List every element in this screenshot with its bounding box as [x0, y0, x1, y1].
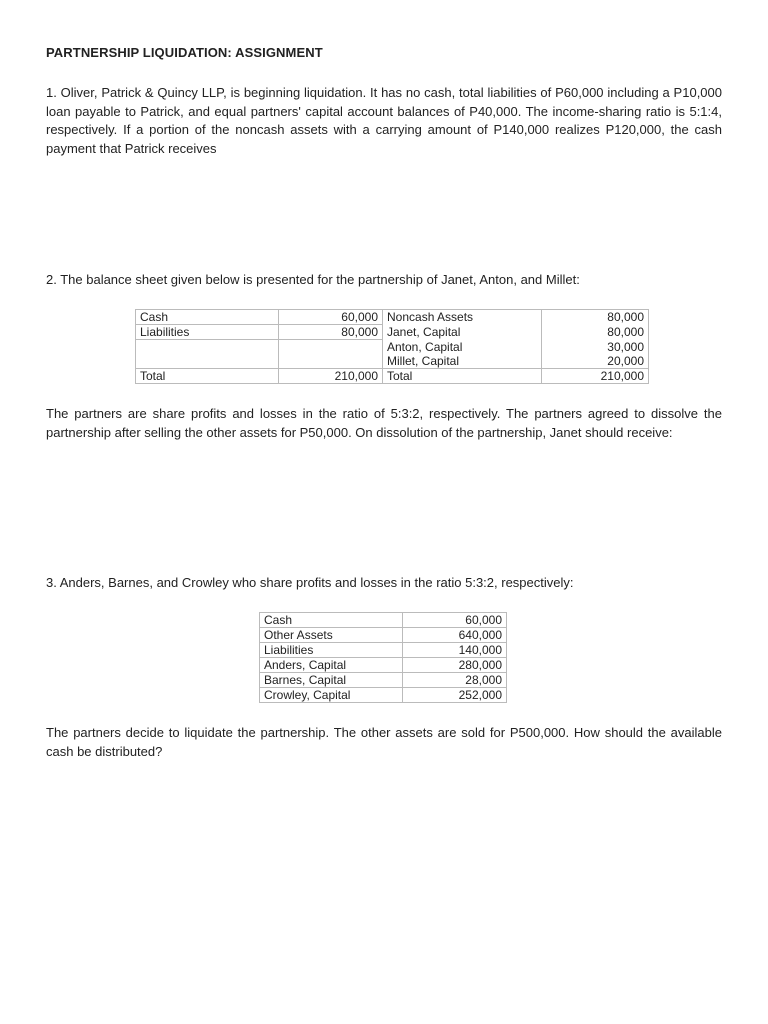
table-cell: 210,000 [279, 369, 383, 384]
table-row [136, 310, 649, 325]
table-cell [279, 354, 383, 369]
table-cell: 140,000 [403, 643, 507, 658]
table-cell: 280,000 [403, 658, 507, 673]
table-cell: Barnes, Capital [260, 673, 403, 688]
table-cell: 80,000 [542, 310, 649, 325]
table-cell: 640,000 [403, 628, 507, 643]
table-cell: 20,000 [542, 354, 649, 369]
table-row [136, 340, 649, 355]
question-1-text: 1. Oliver, Patrick & Quincy LLP, is beginning liquidation. It has no cash, total liabilities of P60,000 including a P10,000 loan payable to Patrick, and equal partners' capital account balances of P40,000. The income-sharing ratio is 5:1:4, respectively. If a portion of the noncash assets with a carrying amount of P140,000 realizes P120,000, the cash payment that Patrick receives [46, 85, 722, 156]
table-cell: Liabilities [136, 325, 279, 340]
table-row [260, 643, 507, 658]
table-cell [136, 340, 279, 355]
table-cell: Crowley, Capital [260, 688, 403, 703]
table-cell: Millet, Capital [383, 354, 542, 369]
table-cell: 252,000 [403, 688, 507, 703]
table-cell: 28,000 [403, 673, 507, 688]
table-cell: 210,000 [542, 369, 649, 384]
table-row [260, 688, 507, 703]
question-2-intro: 2. The balance sheet given below is presented for the partnership of Janet, Anton, and Millet: [46, 272, 580, 287]
table-cell: Total [383, 369, 542, 384]
question-3-intro: 3. Anders, Barnes, and Crowley who share profits and losses in the ratio 5:3:2, respectively: [46, 575, 574, 590]
table-cell: 80,000 [542, 325, 649, 340]
table-row [136, 325, 649, 340]
question-3-followup: The partners decide to liquidate the partnership. The other assets are sold for P500,000. How should the available cash be distributed? [46, 725, 722, 759]
table-cell: 60,000 [403, 613, 507, 628]
page-title: PARTNERSHIP LIQUIDATION: ASSIGNMENT [46, 45, 323, 60]
account-balances-table [259, 612, 507, 703]
table-row [260, 613, 507, 628]
table-row [136, 369, 649, 384]
balance-sheet-table [135, 309, 649, 384]
table-row [260, 673, 507, 688]
table-cell: Noncash Assets [383, 310, 542, 325]
table-row [260, 658, 507, 673]
table-row [136, 354, 649, 369]
table-cell: Cash [136, 310, 279, 325]
table-cell: Anton, Capital [383, 340, 542, 355]
table-cell: Anders, Capital [260, 658, 403, 673]
table-cell [136, 354, 279, 369]
table-cell: Total [136, 369, 279, 384]
table-row [260, 628, 507, 643]
table-cell: Cash [260, 613, 403, 628]
table-cell: Other Assets [260, 628, 403, 643]
question-2-followup: The partners are share profits and losses in the ratio of 5:3:2, respectively. The partners agreed to dissolve the partnership after selling the other assets for P50,000. On dissolution of the partnership, Janet should receive: [46, 406, 722, 440]
table-cell: Liabilities [260, 643, 403, 658]
table-cell: 30,000 [542, 340, 649, 355]
table-cell: 80,000 [279, 325, 383, 340]
table-cell: Janet, Capital [383, 325, 542, 340]
table-cell: 60,000 [279, 310, 383, 325]
table-cell [279, 340, 383, 355]
